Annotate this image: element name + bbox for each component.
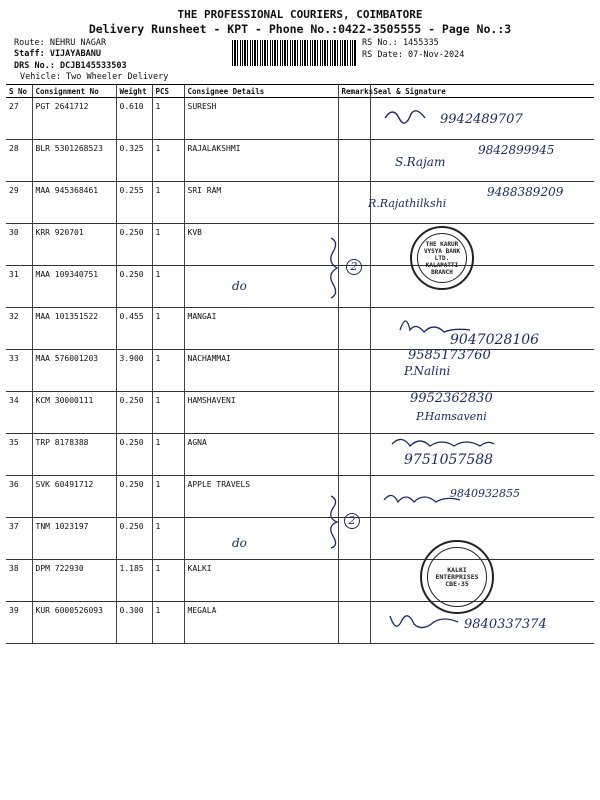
- table-row: [6, 350, 594, 392]
- cell-pcs: 1: [152, 224, 184, 266]
- table-row: [6, 266, 594, 308]
- cell-consignee: [184, 518, 338, 560]
- cell-consignment-no: MAA 576001203: [32, 350, 116, 392]
- bracket-mark: [325, 494, 345, 550]
- cell-remarks: [338, 98, 370, 140]
- cell-weight: 3.900: [116, 350, 152, 392]
- cell-sno: 32: [6, 308, 32, 350]
- cell-remarks: [338, 434, 370, 476]
- handwritten-phone: 9840337374: [464, 617, 547, 632]
- cell-remarks: [338, 602, 370, 644]
- rs-number: RS No.: 1455335: [362, 38, 439, 48]
- cell-consignee: AGNA: [184, 434, 338, 476]
- cell-consignment-no: MAA 101351522: [32, 308, 116, 350]
- cell-consignment-no: BLR 5301268523: [32, 140, 116, 182]
- cell-consignment-no: DPM 722930: [32, 560, 116, 602]
- cell-weight: 0.255: [116, 182, 152, 224]
- cell-sno: 28: [6, 140, 32, 182]
- cell-weight: 0.250: [116, 266, 152, 308]
- handwritten-phone: 9585173760: [408, 348, 491, 363]
- drs-number: DRS No.: DCJB145533503: [14, 61, 127, 71]
- cell-remarks: [338, 182, 370, 224]
- runsheet-subtitle: Delivery Runsheet - KPT - Phone No.:0422-3505555 - Page No.:3: [88, 22, 512, 36]
- cell-pcs: 1: [152, 560, 184, 602]
- bank-stamp: THE KARUR VYSYA BANK LTD. KALAPATTI BRANCH: [410, 226, 474, 290]
- cell-consignment-no: KCM 30000111: [32, 392, 116, 434]
- table-header-row: [6, 85, 594, 98]
- cell-sno: 38: [6, 560, 32, 602]
- cell-remarks: [338, 308, 370, 350]
- cell-consignee: [184, 266, 338, 308]
- cell-sno: 27: [6, 98, 32, 140]
- handwritten-phone: 9952362830: [410, 391, 493, 406]
- handwritten-phone: 9942489707: [440, 112, 523, 127]
- col-header-sno: S No: [6, 85, 32, 98]
- cell-pcs: 1: [152, 476, 184, 518]
- cell-weight: 0.300: [116, 602, 152, 644]
- cell-remarks: [338, 350, 370, 392]
- col-header-seal-signature: Seal & Signature: [370, 85, 594, 98]
- table-row: [6, 560, 594, 602]
- handwritten-phone: 9840932855: [450, 487, 520, 500]
- handwritten-phone: 9047028106: [450, 332, 540, 348]
- cell-seal-signature: [370, 266, 594, 308]
- cell-pcs: 1: [152, 98, 184, 140]
- col-header-weight: Weight: [116, 85, 152, 98]
- cell-sno: 37: [6, 518, 32, 560]
- cell-weight: 0.250: [116, 392, 152, 434]
- cell-consignee: RAJALAKSHMI: [184, 140, 338, 182]
- cell-pcs: 1: [152, 392, 184, 434]
- cell-consignee: SURESH: [184, 98, 338, 140]
- handwritten-count: 2: [346, 259, 362, 275]
- cell-sno: 30: [6, 224, 32, 266]
- cell-sno: 34: [6, 392, 32, 434]
- cell-consignee: NACHAMMAI: [184, 350, 338, 392]
- cell-remarks: [338, 140, 370, 182]
- signature-mark: [388, 432, 498, 454]
- cell-weight: 0.250: [116, 518, 152, 560]
- cell-pcs: 1: [152, 518, 184, 560]
- cell-sno: 35: [6, 434, 32, 476]
- cell-sno: 39: [6, 602, 32, 644]
- cell-remarks: [338, 560, 370, 602]
- cell-pcs: 1: [152, 308, 184, 350]
- cell-sno: 31: [6, 266, 32, 308]
- cell-pcs: 1: [152, 434, 184, 476]
- cell-weight: 0.250: [116, 476, 152, 518]
- cell-weight: 0.250: [116, 224, 152, 266]
- table-row: [6, 224, 594, 266]
- cell-consignment-no: MAA 109340751: [32, 266, 116, 308]
- cell-consignment-no: SVK 60491712: [32, 476, 116, 518]
- cell-consignee: KVB: [184, 224, 338, 266]
- runsheet-table: [6, 84, 594, 644]
- handwritten-name: R.Rajathilkshi: [368, 197, 447, 210]
- table-row: [6, 392, 594, 434]
- handwritten-name: P.Hamsaveni: [416, 410, 487, 423]
- handwritten-phone: 9842899945: [478, 143, 555, 157]
- cell-consignment-no: TRP 8178388: [32, 434, 116, 476]
- cell-consignee: APPLE TRAVELS: [184, 476, 338, 518]
- cell-pcs: 1: [152, 140, 184, 182]
- cell-weight: 0.250: [116, 434, 152, 476]
- cell-consignee: HAMSHAVENI: [184, 392, 338, 434]
- handwritten-count: 2: [344, 513, 360, 529]
- cell-consignment-no: KRR 920701: [32, 224, 116, 266]
- col-header-pcs: PCS: [152, 85, 184, 98]
- cell-seal-signature: [370, 224, 594, 266]
- bracket-mark: [325, 236, 345, 300]
- cell-weight: 1.185: [116, 560, 152, 602]
- cell-sno: 29: [6, 182, 32, 224]
- cell-weight: 0.455: [116, 308, 152, 350]
- col-header-remarks: Remarks: [338, 85, 370, 98]
- cell-consignment-no: TNM 1023197: [32, 518, 116, 560]
- cell-pcs: 1: [152, 350, 184, 392]
- ditto-mark: do: [232, 279, 247, 293]
- cell-consignee: SRI RAM: [184, 182, 338, 224]
- ditto-mark: do: [232, 536, 247, 550]
- handwritten-name: S.Rajam: [395, 155, 446, 169]
- rs-date: RS Date: 07-Nov-2024: [362, 50, 465, 60]
- company-stamp: KALKI ENTERPRISES CBE-35: [420, 540, 494, 614]
- company-title: THE PROFESSIONAL COURIERS, COIMBATORE: [177, 8, 423, 21]
- route-label: Route: NEHRU NAGAR: [14, 38, 107, 48]
- cell-sno: 33: [6, 350, 32, 392]
- cell-sno: 36: [6, 476, 32, 518]
- cell-pcs: 1: [152, 602, 184, 644]
- vehicle-label: Vehicle: Two Wheeler Delivery: [20, 72, 169, 82]
- cell-consignee: KALKI: [184, 560, 338, 602]
- signature-mark: [386, 608, 466, 634]
- cell-consignee: MANGAI: [184, 308, 338, 350]
- cell-remarks: [338, 392, 370, 434]
- barcode: [232, 40, 356, 66]
- cell-consignee: MEGALA: [184, 602, 338, 644]
- cell-weight: 0.610: [116, 98, 152, 140]
- col-header-consignment: Consignment No: [32, 85, 116, 98]
- table-row: [6, 518, 594, 560]
- table-row: [6, 434, 594, 476]
- handwritten-name: P.Nalini: [404, 364, 451, 378]
- cell-pcs: 1: [152, 266, 184, 308]
- col-header-consignee: Consignee Details: [184, 85, 338, 98]
- cell-consignment-no: MAA 945368461: [32, 182, 116, 224]
- handwritten-phone: 9488389209: [487, 185, 564, 199]
- signature-mark: [380, 104, 430, 132]
- cell-weight: 0.325: [116, 140, 152, 182]
- cell-consignment-no: KUR 6000526093: [32, 602, 116, 644]
- cell-pcs: 1: [152, 182, 184, 224]
- handwritten-phone: 9751057588: [404, 452, 494, 468]
- staff-label: Staff: VIJAYABANU: [14, 49, 101, 59]
- cell-consignment-no: PGT 2641712: [32, 98, 116, 140]
